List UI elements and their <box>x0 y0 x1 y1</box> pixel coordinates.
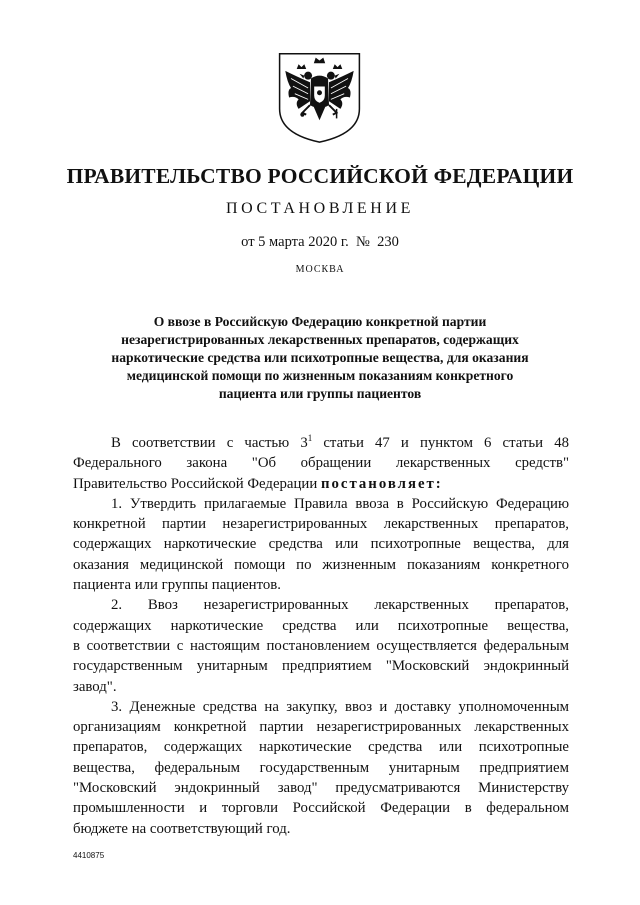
paragraph-3-line: 3. Денежные средства на закупку, ввоз и доставку уполномоченным <box>111 698 569 715</box>
paragraph-1-line: содержащих наркотические средства или психотропные вещества, для <box>73 536 569 553</box>
subject-line: пациента или группы пациентов <box>218 386 422 401</box>
intro-line: Федерального закона "Об обращении лекарственных средств" <box>73 455 569 472</box>
intro-text: статьи 47 и пунктом 6 статьи 48 <box>312 435 569 451</box>
paragraph-1-line: пациента или группы пациентов. <box>73 577 281 594</box>
subject-line: медицинской помощи по жизненным показаниям конкретного <box>126 368 514 383</box>
intro-text: Правительство Российской Федерации <box>73 475 321 492</box>
paragraph-3-line: бюджете на соответствующий год. <box>73 820 291 837</box>
subject-line: наркотические средства или психотропные вещества, для оказания <box>111 350 529 365</box>
paragraph-1-line: конкретной партии незарегистрированных лекарственных препаратов, <box>73 516 569 533</box>
superscript: 1 <box>307 433 313 444</box>
document-subject <box>70 313 570 403</box>
decree-verb: постановляет: <box>320 475 443 492</box>
paragraph-1-line: 1. Утвердить прилагаемые Правила ввоза в Российскую Федерацию <box>111 495 569 512</box>
paragraph-2-line: завод". <box>73 678 117 695</box>
government-title: ПРАВИТЕЛЬСТВО РОССИЙСКОЙ ФЕДЕРАЦИИ <box>66 164 574 188</box>
document-code: 4410875 <box>73 851 105 860</box>
paragraph-3-line: вещества, федеральным государственным унитарным предприятием <box>73 759 569 776</box>
paragraph-2-line: 2. Ввоз незарегистрированных лекарственных препаратов, <box>111 597 569 614</box>
paragraph-1-line: оказания медицинской помощи по жизненным показаниям конкретного <box>73 556 569 573</box>
subject-line: О ввозе в Российскую Федерацию конкретной партии <box>153 314 487 329</box>
document-body <box>73 433 569 839</box>
paragraph-2-line: содержащих наркотические средства или психотропные вещества, <box>73 617 569 634</box>
paragraph-3-line: препаратов, содержащих наркотические средства или психотропные <box>73 739 569 756</box>
paragraph-3-line: "Московский эндокринный завод" предусматриваются Министерству <box>73 780 569 797</box>
paragraph-2-line: в соответствии с настоящим постановлением осуществляется федеральным <box>73 637 569 654</box>
document-date-number: от 5 марта 2020 г. № 230 <box>241 234 399 250</box>
intro-line <box>73 474 569 494</box>
intro-text: В соответствии с частью 3 <box>111 435 308 451</box>
paragraph-3-line: организациям конкретной партии незарегистрированных лекарственных <box>73 719 569 736</box>
subject-line: незарегистрированных лекарственных препаратов, содержащих <box>121 332 519 347</box>
russian-coat-of-arms-icon <box>272 50 367 145</box>
document-type: ПОСТАНОВЛЕНИЕ <box>226 200 414 217</box>
document-city: МОСКВА <box>295 264 345 275</box>
paragraph-2-line: государственным унитарным предприятием "Московский эндокринный <box>73 658 569 675</box>
intro-line <box>73 433 569 453</box>
paragraph-3-line: промышленности и торговли Российской Федерации в федеральном <box>73 800 569 817</box>
